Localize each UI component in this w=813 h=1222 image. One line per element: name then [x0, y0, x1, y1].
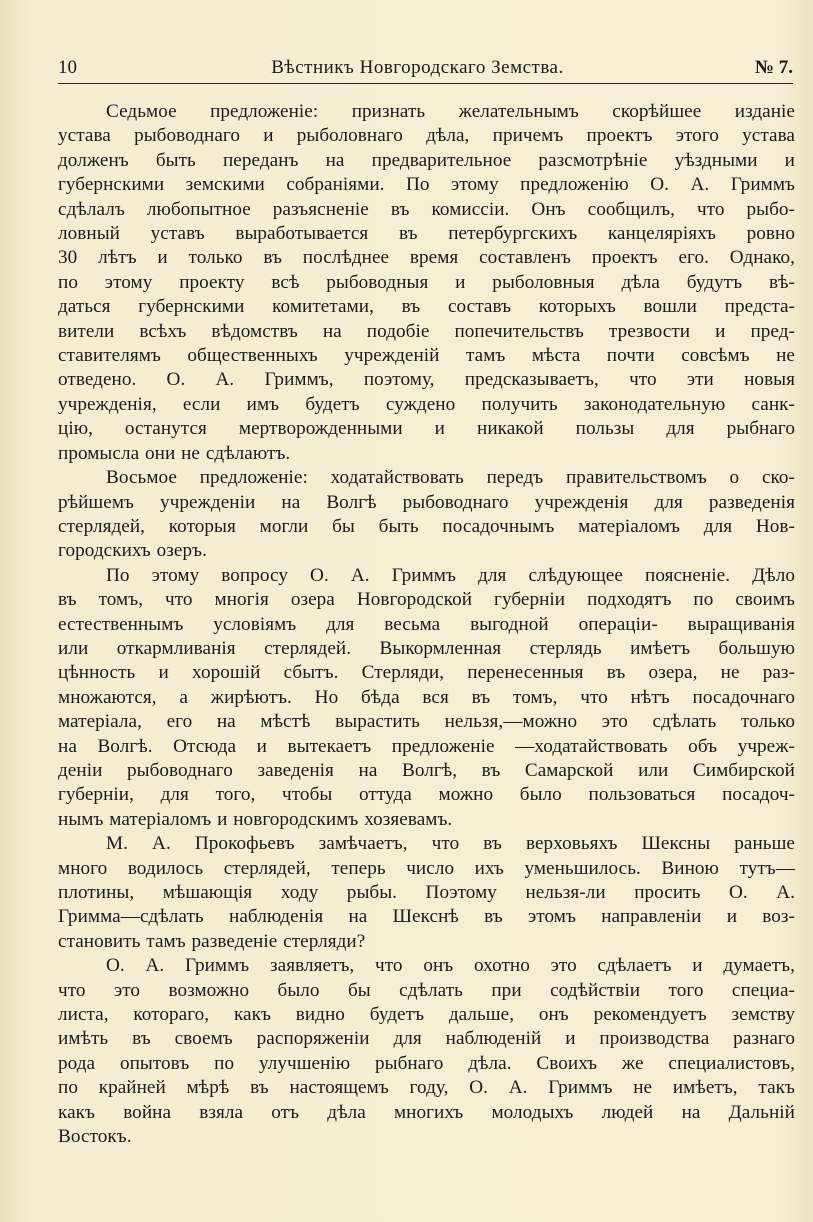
text-line: рода опытовъ по улучшенію рыбнаго дѣла. Своихъ же специалистовъ, [58, 1052, 795, 1074]
text-line: матеріала, его на мѣстѣ вырастить нельзя,—можно это сдѣлать только [58, 711, 795, 733]
text-line: по этому проекту всѣ рыбоводныя и рыболовныя дѣла будутъ вѣ- [58, 271, 795, 293]
text-line: М. А. Прокофьевъ замѣчаетъ, что въ верховьяхъ Шексны раньше [106, 833, 795, 855]
paragraph-4 [58, 832, 795, 954]
paragraph-1 [58, 100, 795, 466]
text-line: ставителямъ общественныхъ учрежденій тамъ мѣста почти совсѣмъ не [58, 345, 795, 367]
text-line: имѣть въ своемъ распоряженіи для наблюденій и производства разнаго [58, 1028, 795, 1050]
text-line: городскихъ озеръ. [58, 540, 207, 562]
text-line: цію, останутся мертворожденными и никакой пользы для рыбнаго [58, 418, 795, 440]
text-line: О. А. Гриммъ заявляетъ, что онъ охотно это сдѣлаетъ и думаетъ, [106, 955, 795, 977]
text-line: какъ война взяла отъ дѣла многихъ молодыхъ людей на Дальній [58, 1101, 795, 1123]
text-line: 30 лѣтъ и только въ послѣднее время составленъ проектъ его. Однако, [58, 247, 795, 269]
text-line: множаются, а жирѣютъ. Но бѣда вся въ томъ, что нѣтъ посадочнаго [58, 686, 795, 708]
text-line: листа, котораго, какъ видно будетъ дальше, онъ рекомендуетъ земству [58, 1004, 795, 1026]
journal-title: Вѣстникъ Новгородскаго Земства. [271, 57, 564, 78]
page-number: 10 [58, 57, 77, 78]
text-line: губерніи, для того, чтобы оттуда можно было пользоваться посадоч- [58, 784, 795, 806]
paragraph-5 [58, 954, 795, 1149]
text-line: Востокъ. [58, 1126, 132, 1148]
text-line: плотины, мѣшающія ходу рыбы. Поэтому нельзя-ли просить О. А. [58, 882, 795, 903]
text-line: или откармливанія стерлядей. Выкормленная стерлядь имѣетъ большую [58, 637, 795, 659]
text-line: По этому вопросу О. А. Гриммъ для слѣдующее поясненіе. Дѣло [106, 564, 795, 586]
text-line: на Волгѣ. Отсюда и вытекаетъ предложеніе —ходатайствовать объ учреж- [58, 735, 795, 757]
text-line: стерлядей, которыя могли бы быть посадочнымъ матеріаломъ для Нов- [58, 515, 795, 537]
text-line: устава рыбоводнаго и рыболовнаго дѣла, причемъ проектъ этого устава [58, 125, 795, 147]
paragraph-3 [58, 564, 795, 832]
text-line: цѣнность и хорошій сбытъ. Стерляди, перенесенныя въ озера, не раз- [58, 662, 795, 684]
text-line: Гримма—сдѣлать наблюденія на Шекснѣ въ этомъ направленіи и воз- [58, 906, 795, 928]
text-line: много водилось стерлядей, теперь число ихъ уменьшилось. Виною тутъ— [58, 857, 795, 879]
issue-number: № 7. [754, 57, 793, 78]
text-line: по крайней мѣрѣ въ настоящемъ году, О. А. Гриммъ не имѣетъ, такъ [58, 1077, 795, 1099]
text-line: даться губернскими комитетами, въ составъ которыхъ вошли предста- [58, 296, 795, 318]
text-line: рѣйшемъ учрежденіи на Волгѣ рыбоводнаго учрежденія для разведенія [58, 491, 795, 513]
text-line: долженъ быть переданъ на предварительное разсмотрѣніе уѣздными и [58, 149, 795, 171]
text-line: становить тамъ разведеніе стерляди? [58, 930, 366, 952]
text-line: Восьмое предложеніе: ходатайствовать передъ правительствомъ о ско- [106, 467, 795, 489]
text-line: вители всѣхъ вѣдомствъ на подобіе попечительствъ трезвости и пред- [58, 320, 795, 342]
text-line: сдѣлалъ любопытное разъясненіе въ комиссіи. Онъ сообщилъ, что рыбо- [58, 198, 795, 220]
paragraph-2 [58, 466, 795, 564]
text-line: въ томъ, что многія озера Новгородской губерніи подходятъ по своимъ [58, 589, 795, 611]
text-line: нымъ матеріаломъ и новгородскимъ хозяевамъ. [58, 808, 453, 830]
running-header [58, 57, 793, 84]
text-line: отведено. О. А. Гриммъ, поэтому, предсказываетъ, что эти новыя [58, 369, 795, 391]
text-line: промысла они не сдѣлаютъ. [58, 442, 291, 464]
text-line: ловный уставъ выработывается въ петербургскихъ канцеляріяхъ ровно [58, 223, 795, 245]
text-line: что это возможно было бы сдѣлать при содѣйствіи того специа- [58, 979, 795, 1001]
text-line: Седьмое предложеніе: признать желательнымъ скорѣйшее изданіе [106, 101, 795, 122]
body-text [58, 100, 795, 1149]
text-line: учрежденія, если имъ будетъ суждено получить законодательную санк- [58, 393, 795, 415]
text-line: губернскими земскими собраніями. По этому предложенію О. А. Гриммъ [58, 174, 795, 196]
text-line: естественнымъ условіямъ для весьма выгодной операціи- выращиванія [58, 613, 795, 635]
text-line: деніи рыбоводнаго заведенія на Волгѣ, въ Самарской или Симбирской [58, 759, 795, 781]
